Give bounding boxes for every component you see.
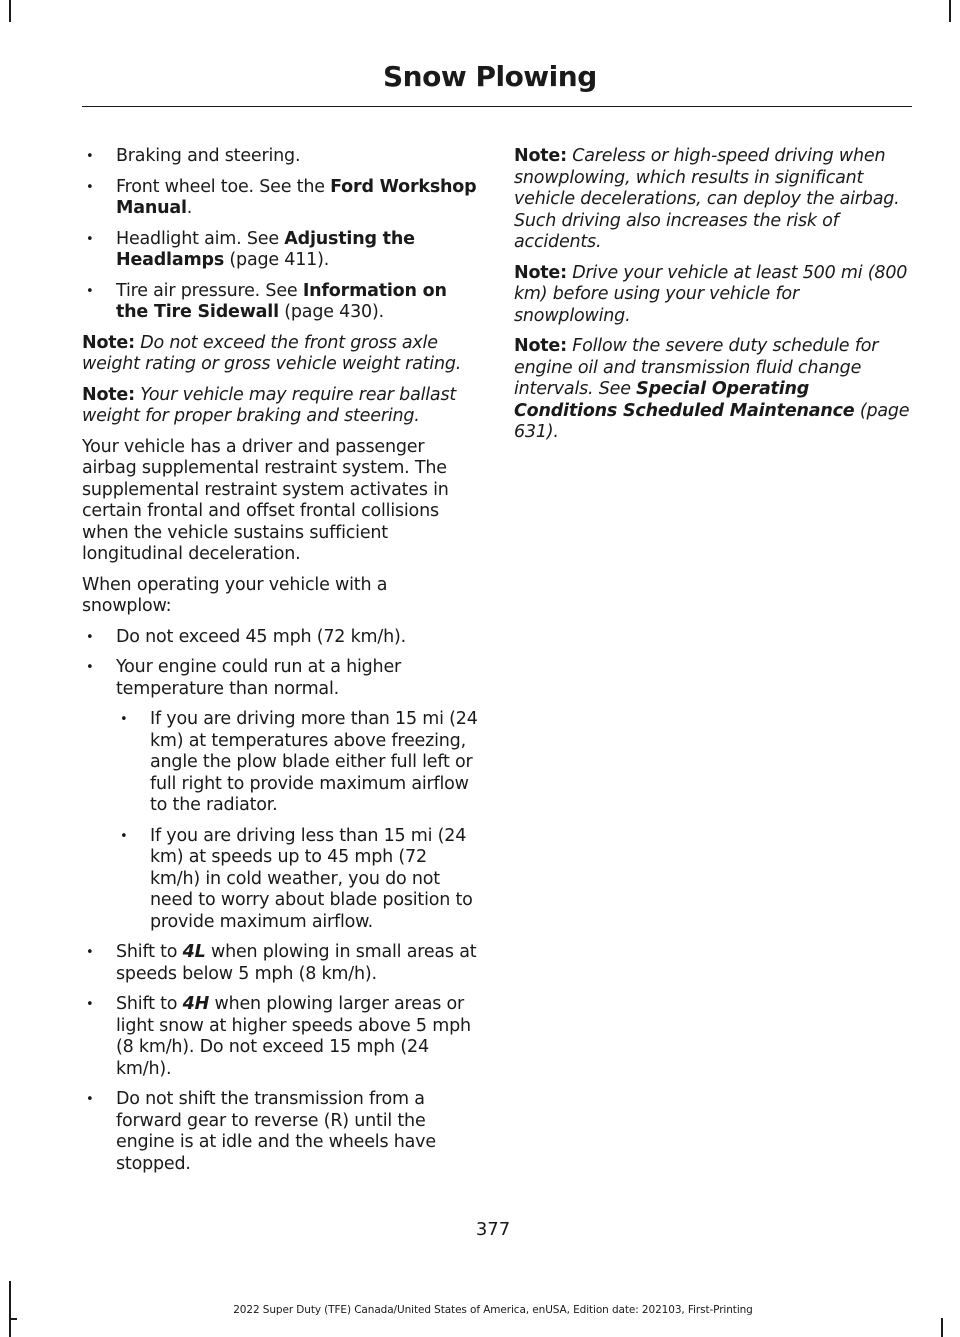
- edition-footer: 2022 Super Duty (TFE) Canada/United States of America, enUSA, Edition date: 202103, First-Printing: [233, 1304, 753, 1316]
- list-item: • Do not shift the transmission from a forward gear to reverse (R) until the engine is at idle and the wheels have stopped.: [82, 1089, 480, 1175]
- crop-mark-top-right: [949, 0, 951, 22]
- list-item: • Shift to 4H when plowing larger areas or light snow at higher speeds above 5 mph (8 km/h). Do not exceed 15 mph (24 km/h).: [82, 994, 480, 1080]
- list-item: • Headlight aim. See Adjusting the Headlamps (page 411).: [82, 229, 480, 272]
- check-list: [82, 146, 480, 324]
- left-column: [82, 146, 480, 1184]
- page-number: 377: [475, 1219, 511, 1240]
- paragraph-operating: When operating your vehicle with a snowplow:: [82, 574, 388, 616]
- ref-ford-workshop-manual[interactable]: Ford Workshop Manual: [116, 176, 477, 218]
- mode-4h: 4H: [182, 994, 210, 1014]
- crop-mark-bottom-right: [941, 1318, 943, 1337]
- header-rule: [82, 106, 912, 107]
- list-item: • If you are driving more than 15 mi (24 km) at temperatures above freezing, angle the plow blade either full left or full right to provide maximum airflow to the radiator.: [116, 709, 480, 817]
- crop-mark-top-left: [9, 0, 11, 22]
- list-item: • Your engine could run at a higher temperature than normal. • If you are driving more than 15 mi (24 km) at temperatures above freezing, angle the plow blade either full left or full right to provide maximum airflow to the radiator. • If you are driving less than 15 mi (24 km) at speeds up to 45 mph (72 km/h) in cold weather, you do not need to worry about blade position to provide maximum airflow.: [82, 657, 480, 933]
- operating-list: [82, 627, 480, 1176]
- ref-adjusting-headlamps[interactable]: Adjusting the Headlamps: [116, 228, 415, 270]
- mode-4l: 4L: [182, 942, 206, 962]
- list-item: • If you are driving less than 15 mi (24 km) at speeds up to 45 mph (72 km/h) in cold weather, you do not need to worry about blade position to provide maximum airflow.: [116, 826, 480, 934]
- list-item: • Tire air pressure. See Information on the Tire Sidewall (page 430).: [82, 281, 480, 324]
- note: Note: Your vehicle may require rear ballast weight for proper braking and steering.: [82, 384, 457, 426]
- sub-list: [116, 709, 480, 933]
- crop-mark-bottom-left-h: [9, 1318, 17, 1320]
- list-item: • Braking and steering.: [82, 146, 480, 168]
- ref-tire-sidewall[interactable]: Information on the Tire Sidewall: [116, 280, 447, 322]
- list-item: • Front wheel toe. See the Ford Workshop Manual.: [82, 177, 480, 220]
- note: Note: Do not exceed the front gross axle weight rating or gross vehicle weight rating.: [82, 332, 462, 374]
- list-item: • Do not exceed 45 mph (72 km/h).: [82, 627, 480, 649]
- ref-special-operating-conditions[interactable]: Special Operating Conditions Scheduled Maintenance: [514, 379, 855, 421]
- note: Note: Follow the severe duty schedule for engine oil and transmission fluid change intervals. See Special Operating Conditions Scheduled Maintenance (page 631).: [514, 336, 910, 442]
- page-title: Snow Plowing: [383, 60, 597, 93]
- paragraph-airbag: Your vehicle has a driver and passenger airbag supplemental restraint system. The supplemental restraint system activates in certain frontal and offset frontal collisions when the vehicle sustains sufficient longitudinal deceleration.: [82, 436, 449, 564]
- list-item: • Shift to 4L when plowing in small areas at speeds below 5 mph (8 km/h).: [82, 942, 480, 985]
- note: Note: Drive your vehicle at least 500 mi (800 km) before using your vehicle for snowplowing.: [514, 262, 908, 326]
- right-column: [514, 146, 912, 453]
- note: Note: Careless or high-speed driving when snowplowing, which results in significant vehicle decelerations, can deploy the airbag. Such driving also increases the risk of accidents.: [514, 146, 900, 252]
